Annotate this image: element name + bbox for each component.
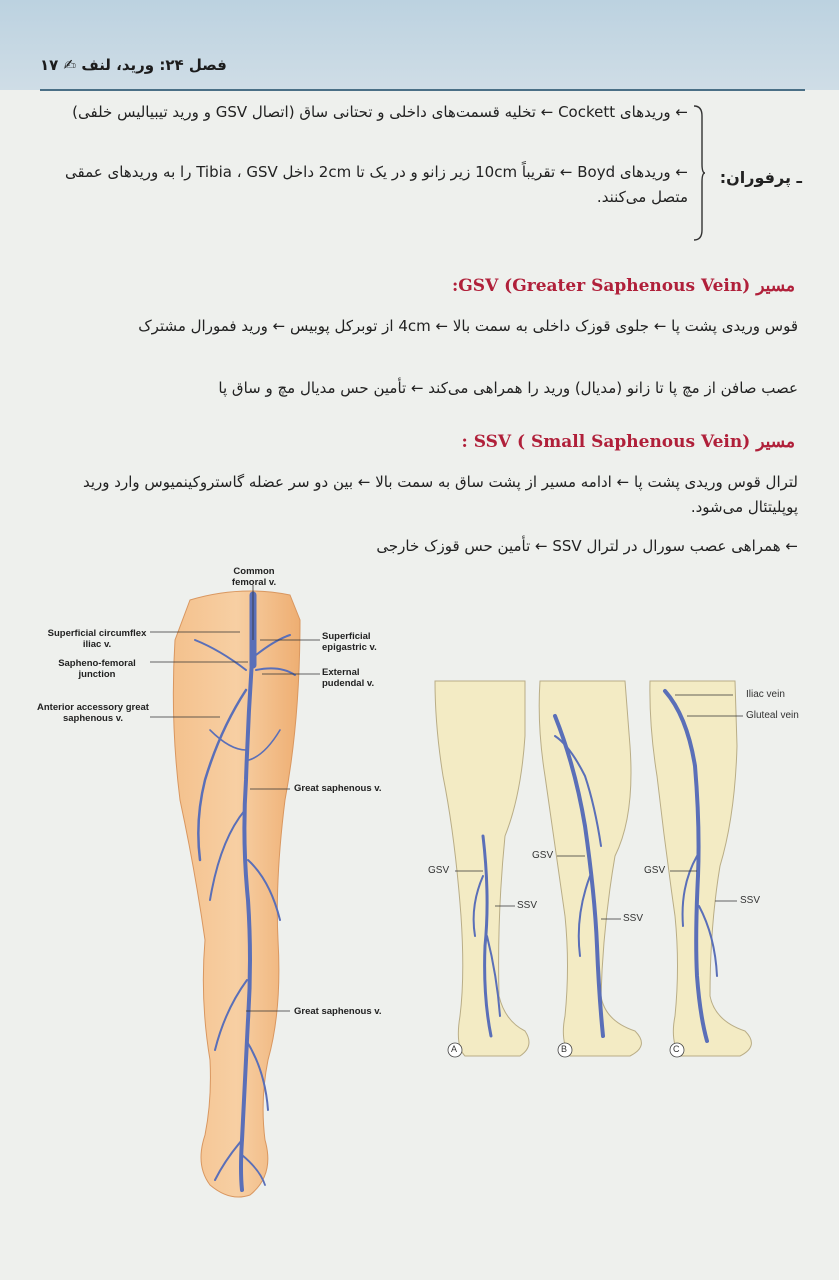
label-superficial-circumflex: Superficial circumflex iliac v. [47, 628, 147, 650]
perforators-line-1: ← وریدهای Cockett ← تخلیه قسمت‌های داخلی و تحتانی ساق (اتصال GSV و ورید تیبیالیس خلفی) [72, 103, 688, 121]
leg-shape [173, 591, 300, 1197]
panel-label-a: A [451, 1044, 458, 1054]
perforators-line-2: ← وریدهای Boyd ← تقریباً 10cm زیر زانو و در یک تا 2cm داخل Tibia ، GSV را به وریدهای عمقی متصل می‌کنند. [65, 163, 688, 206]
label-superficial-epigastric: Superficial epigastric v. [322, 631, 377, 653]
label-iliac-vein: Iliac vein [746, 689, 785, 700]
label-great-saphenous-1: Great saphenous v. [294, 783, 382, 794]
label-common-femoral: Common femoral v. [231, 566, 277, 588]
label-external-pudendal: External pudendal v. [322, 667, 375, 689]
panels-illustration [425, 676, 765, 1066]
chapter-title: فصل ۲۴: ورید، لنف ✍ ۱۷ [40, 56, 227, 74]
label-great-saphenous-2: Great saphenous v. [294, 1006, 382, 1017]
label-gsv-c: GSV [644, 865, 666, 876]
gsv-heading: مسیر GSV (Greater Saphenous Vein): [452, 276, 795, 296]
ssv-line-1: لترال قوس وریدی پشت پا ← ادامه مسیر از پشت ساق به سمت بالا ← بین دو سر عضله گاستروکینمیوس وارد ورید پوپلیتئال می‌شود. [82, 473, 798, 516]
label-sapheno-femoral: Sapheno-femoral junction [58, 658, 136, 680]
label-gluteal-vein: Gluteal vein [746, 710, 799, 721]
ssv-line-2: ← همراهی عصب سورال در لترال SSV ← تأمین حس قوزک خارجی [376, 537, 798, 555]
label-gsv-b: GSV [532, 850, 554, 861]
brace [692, 104, 706, 242]
gsv-line-2: عصب صافن از مچ پا تا زانو (مدیال) ورید را همراهی می‌کند ← تأمین حس مدیال مچ و ساق پا [218, 379, 798, 397]
label-anterior-accessory: Anterior accessory great saphenous v. [37, 702, 149, 724]
perforators-label: ـ پرفوران: [719, 168, 802, 187]
label-ssv-c: SSV [740, 895, 761, 906]
label-gsv-a: GSV [428, 865, 450, 876]
gsv-line-1: قوس وریدی پشت پا ← جلوی قوزک داخلی به سمت بالا ← 4cm از توبرکل پوبیس ← ورید فمورال مشترک [138, 317, 798, 335]
page-header [0, 0, 839, 90]
header-rule [40, 89, 805, 91]
ssv-heading: مسیر SSV ( Small Saphenous Vein) : [461, 432, 795, 452]
label-ssv-b: SSV [623, 913, 644, 924]
label-ssv-a: SSV [517, 900, 538, 911]
leg-illustration [150, 580, 320, 1205]
panel-label-c: C [673, 1044, 680, 1054]
panel-label-b: B [561, 1044, 568, 1054]
